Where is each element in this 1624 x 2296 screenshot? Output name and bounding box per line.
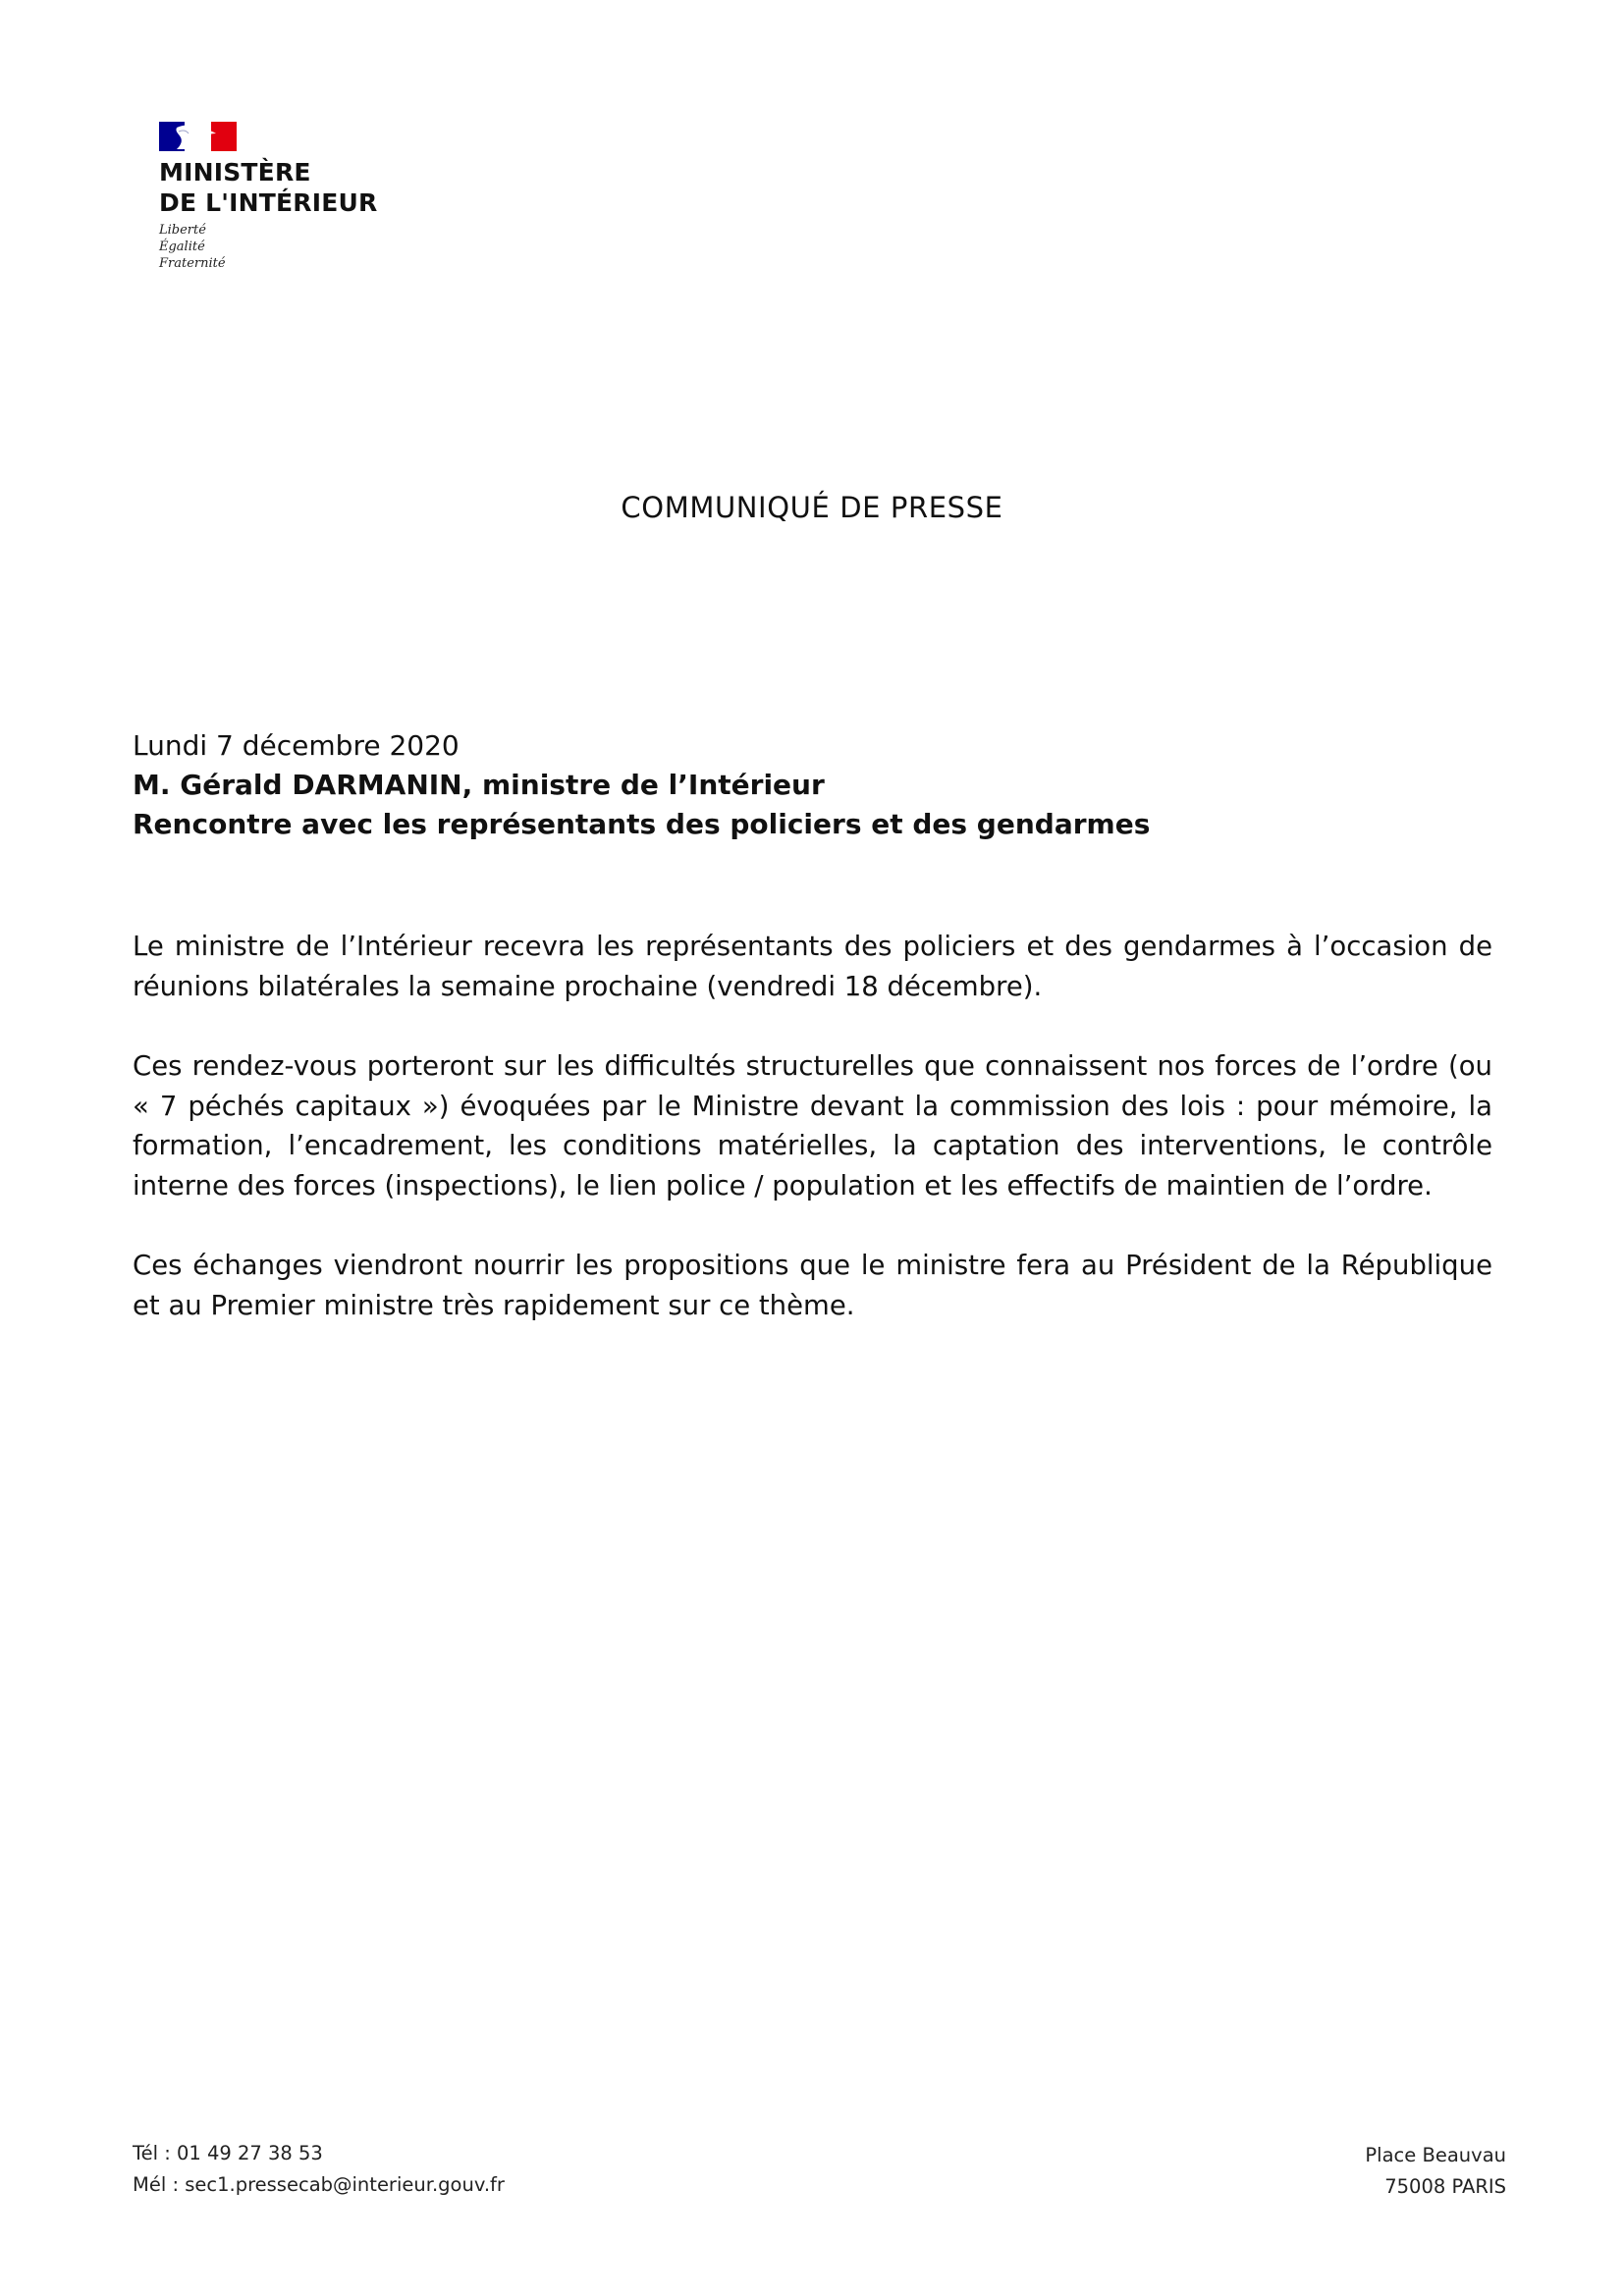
body-paragraph: Ces rendez-vous porteront sur les difficultés structurelles que connaissent nos forces de l’ordre (ou « 7 péchés capitaux ») évoquées par le Ministre devant la commission des lois : pour mémoire, la formation, l’encadrement, les conditions matérielles, la captation des interventions, le contrôle interne des forces (inspections), le lien police / population et les effectifs de maintien de l’ordre. xyxy=(133,1050,1492,1201)
ministry-name-line1: MINISTÈRE xyxy=(159,158,311,187)
ministry-logo xyxy=(159,122,414,272)
republic-motto xyxy=(159,222,414,272)
footer-address-line2: 75008 PARIS xyxy=(1384,2175,1506,2198)
footer-address-line1: Place Beauvau xyxy=(1365,2144,1506,2166)
motto-egalite: Égalité xyxy=(159,240,205,254)
body-paragraph: Ces échanges viendront nourrir les propositions que le ministre fera au Président de la République et au Premier ministre très rapidement sur ce thème. xyxy=(133,1250,1492,1321)
release-header xyxy=(133,726,1497,844)
ministry-name xyxy=(159,157,414,218)
footer-contact xyxy=(133,2138,505,2201)
footer-phone: Tél : 01 49 27 38 53 xyxy=(133,2142,323,2164)
ministry-name-line2: DE L'INTÉRIEUR xyxy=(159,188,378,217)
document-type-heading: COMMUNIQUÉ DE PRESSE xyxy=(621,491,1003,524)
footer-address xyxy=(1365,2140,1506,2203)
release-date: Lundi 7 décembre 2020 xyxy=(133,729,460,762)
motto-liberte: Liberté xyxy=(159,223,206,238)
motto-fraternite: Fraternité xyxy=(159,256,226,271)
release-author: M. Gérald DARMANIN, ministre de l’Intérieur xyxy=(133,769,825,801)
release-subject: Rencontre avec les représentants des policiers et des gendarmes xyxy=(133,808,1151,840)
footer-email: Mél : sec1.pressecab@interieur.gouv.fr xyxy=(133,2173,505,2196)
marianne-flag-logo-icon xyxy=(159,122,237,151)
release-body xyxy=(133,927,1492,1365)
body-paragraph: Le ministre de l’Intérieur recevra les représentants des policiers et des gendarmes à l’occasion de réunions bilatérales la semaine prochaine (vendredi 18 décembre). xyxy=(133,931,1492,1002)
